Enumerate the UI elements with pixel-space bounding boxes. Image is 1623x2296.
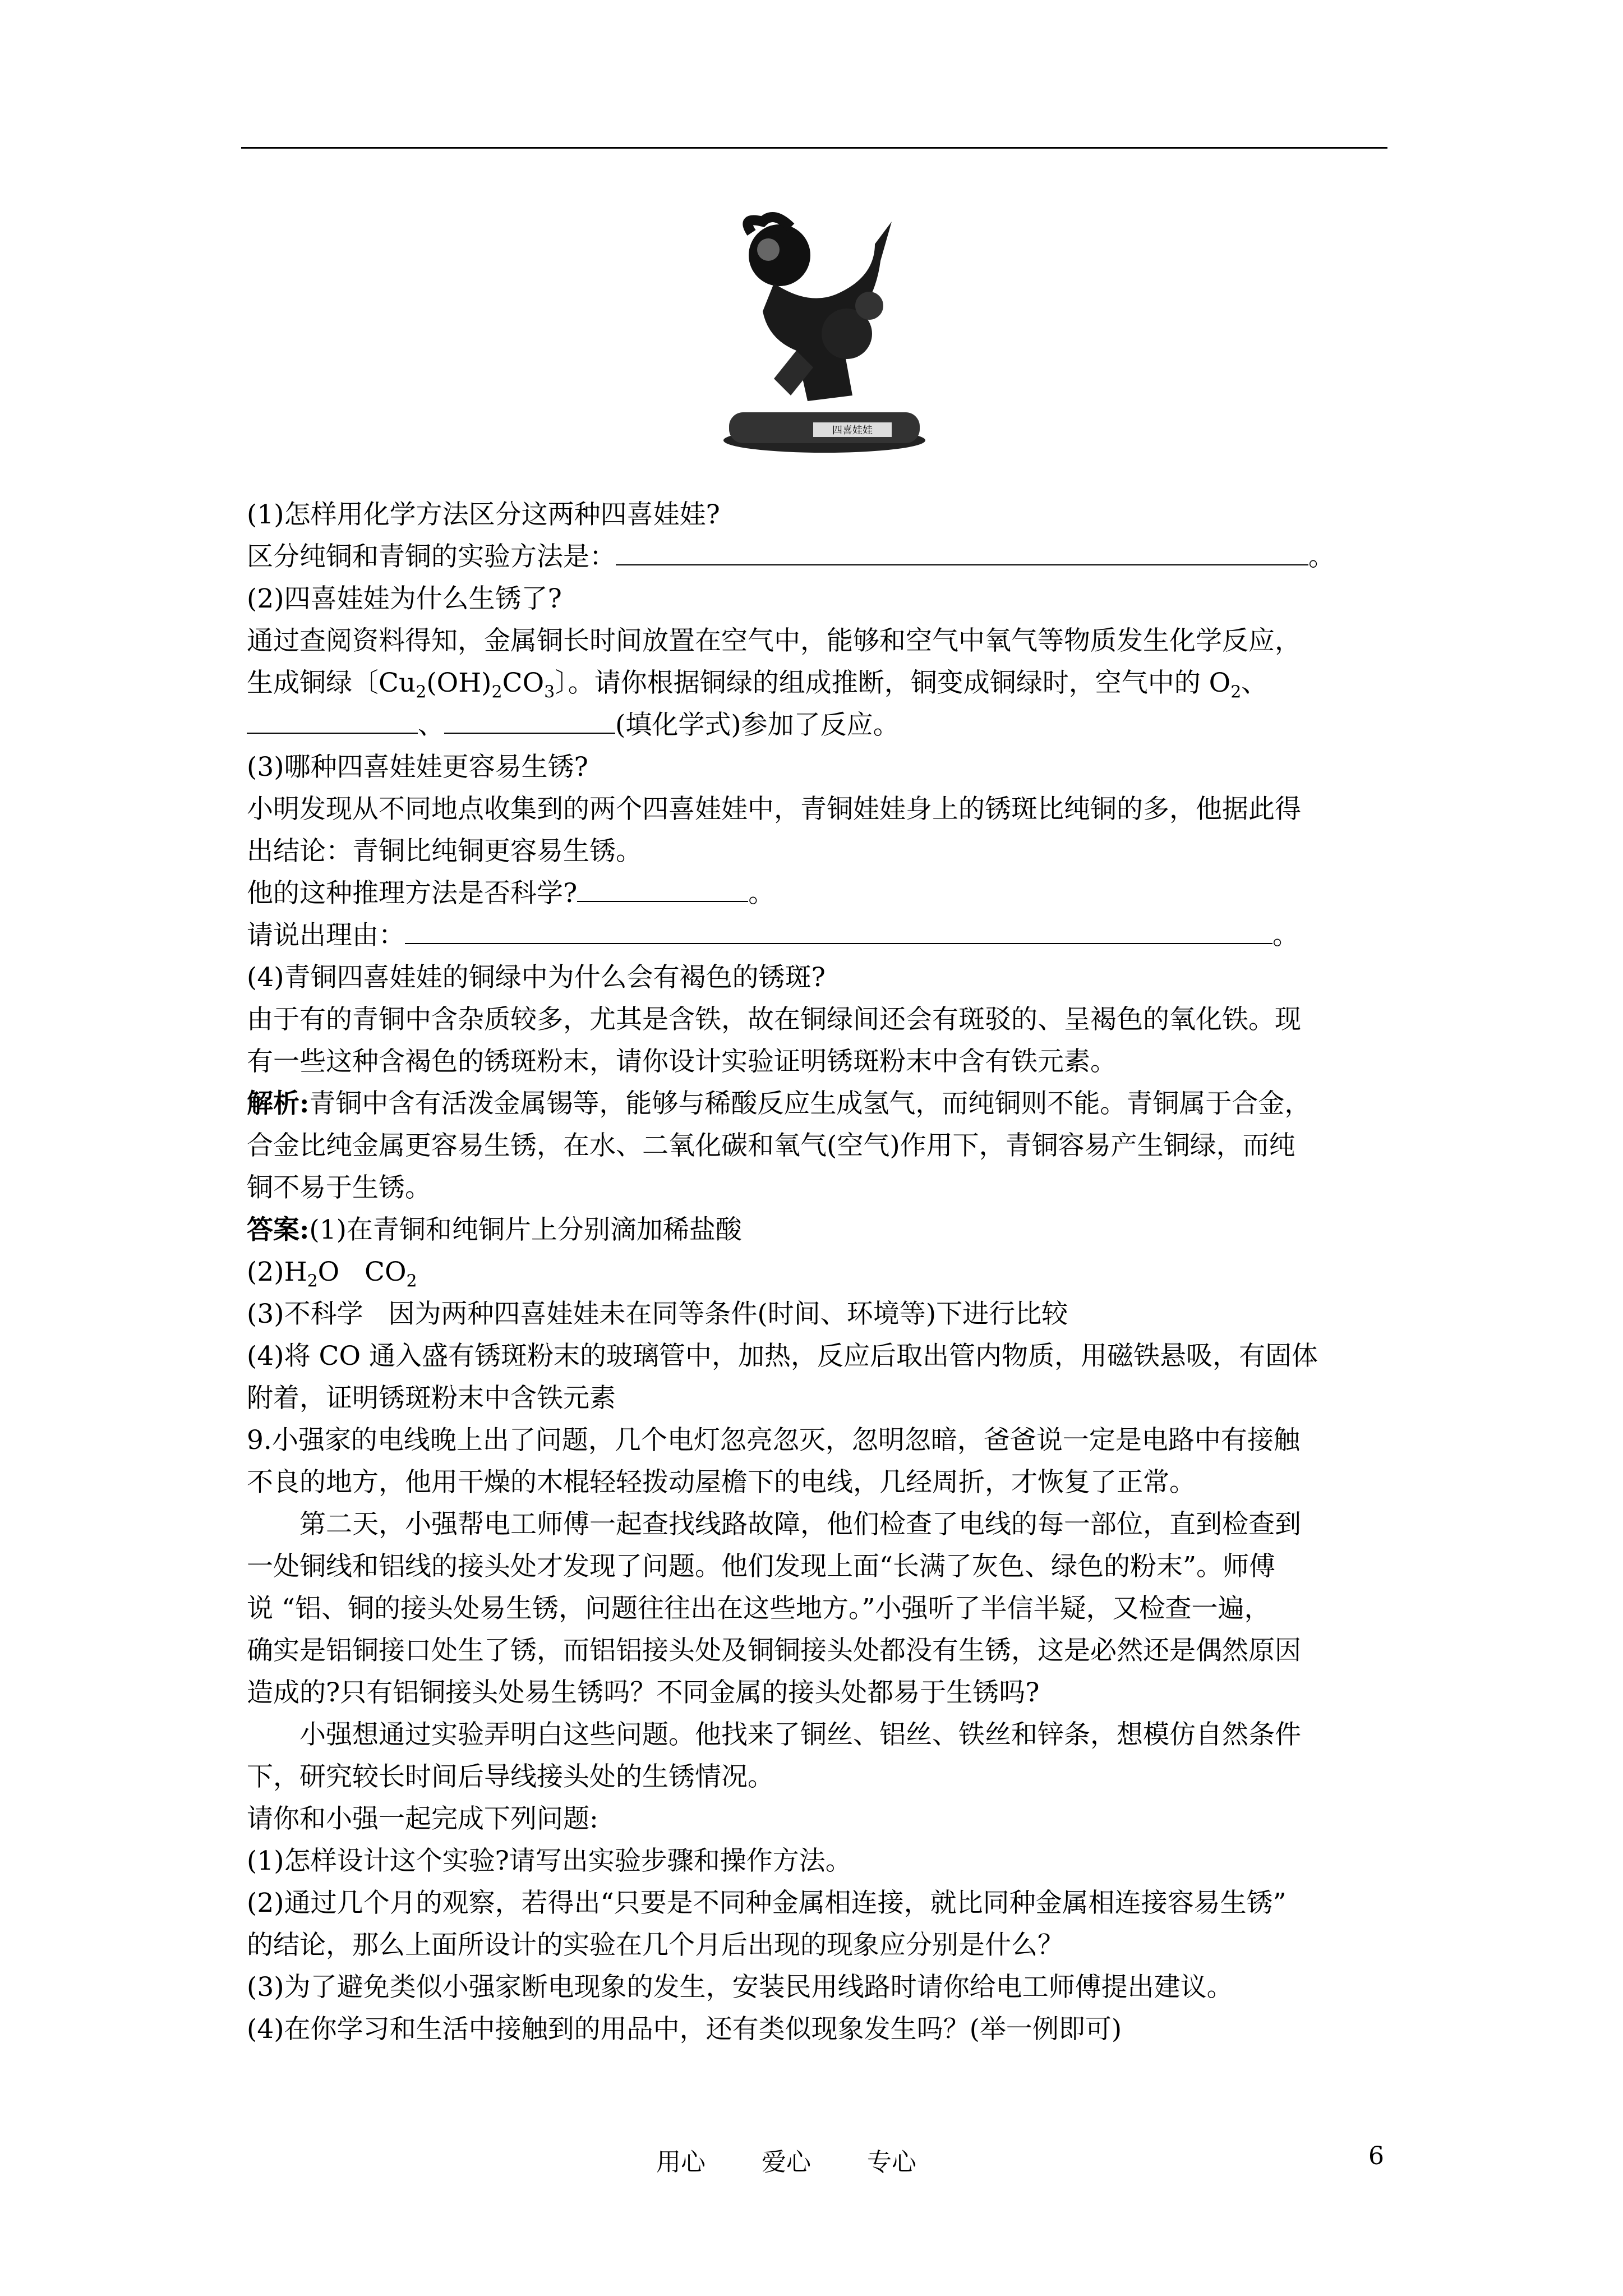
paragraph-line: 不良的地方，他用干燥的木棍轻轻拨动屋檐下的电线，几经周折，才恢复了正常。 — [247, 1467, 1196, 1498]
answer-blank-formula-2[interactable] — [444, 707, 615, 734]
answer-line: (4)将 CO 通入盛有锈斑粉末的玻璃管中，加热，反应后取出管内物质，用磁铁悬吸，有固体 — [247, 1341, 1318, 1372]
motto-word: 专心 — [867, 2148, 916, 2177]
instruction-line: 请你和小强一起完成下列问题: — [247, 1803, 598, 1834]
sub-question-1: (1)怎样设计这个实验?请写出实验步骤和操作方法。 — [247, 1846, 852, 1876]
analysis-text: 青铜中含有活泼金属锡等，能够与稀酸反应生成氢气，而纯铜则不能。青铜属于合金， — [309, 1088, 1311, 1119]
question-1-heading: (1)怎样用化学方法区分这两种四喜娃娃? — [247, 499, 720, 530]
answer-blank-formula-1[interactable] — [247, 707, 418, 734]
paragraph-line: 造成的?只有铝铜接头处易生锈吗？不同金属的接头处都易于生锈吗? — [247, 1677, 1040, 1708]
answer-blank-scientific[interactable] — [577, 875, 748, 902]
paragraph-line: 小强想通过实验弄明白这些问题。他找来了铜丝、铝丝、铁丝和锌条，想模仿自然条件 — [299, 1719, 1301, 1750]
punctuation: 。 — [1272, 920, 1299, 951]
text-fragment: (2)H — [247, 1257, 307, 1287]
analysis-line: 铜不易于生锈。 — [247, 1172, 431, 1203]
bronze-doll-figure — [707, 210, 942, 457]
text-fragment: (OH) — [426, 668, 492, 698]
sub-question-4: (4)在你学习和生活中接触到的用品中，还有类似现象发生吗？(举一例即可) — [247, 2014, 1122, 2045]
footer-motto — [656, 2142, 972, 2178]
punctuation: 。 — [748, 878, 775, 909]
text-fragment: O CO — [317, 1257, 407, 1287]
paragraph-line: 第二天，小强帮电工师傅一起查找线路故障，他们检查了电线的每一部位，直到检查到 — [299, 1509, 1301, 1540]
paragraph-line: 有一些这种含褐色的锈斑粉末，请你设计实验证明锈斑粉末中含有铁元素。 — [247, 1046, 1117, 1077]
paragraph-line: 一处铜线和铝线的接头处才发现了问题。他们发现上面“长满了灰色、绿色的粉末”。师傅 — [247, 1551, 1276, 1582]
prompt-text: 区分纯铜和青铜的实验方法是： — [247, 541, 616, 572]
subscript: 3 — [544, 682, 555, 702]
subscript: 2 — [416, 682, 427, 702]
paragraph-line: 下，研究较长时间后导线接头处的生锈情况。 — [247, 1761, 774, 1792]
answer-line-formula — [247, 1251, 1391, 1293]
separator: 、 — [418, 710, 444, 740]
plaque-text: 四喜娃娃 — [832, 425, 873, 436]
question-1-prompt — [247, 536, 1391, 578]
header-rule — [241, 147, 1387, 149]
paragraph-line: 小明发现从不同地点收集到的两个四喜娃娃中，青铜娃娃身上的锈斑比纯铜的多，他据此得 — [247, 794, 1301, 825]
paragraph-line: 说 “铝、铜的接头处易生锈，问题往往出在这些地方。”小强听了半信半疑，又检查一遍， — [247, 1593, 1271, 1624]
document-body — [247, 494, 1391, 2050]
motto-word: 爱心 — [762, 2148, 811, 2177]
paragraph-line: 确实是铝铜接口处生了锈，而铝铝接头处及铜铜接头处都没有生锈，这是必然还是偶然原因 — [247, 1635, 1301, 1666]
formula-blanks-line — [247, 704, 1391, 746]
sub-question-3: (3)为了避免类似小强家断电现象的发生，安装民用线路时请你给电工师傅提出建议。 — [247, 1972, 1233, 2003]
prompt-text: 请说出理由： — [247, 920, 405, 951]
paragraph-line: 由于有的青铜中含杂质较多，尤其是含铁，故在铜绿间还会有斑驳的、呈褐色的氧化铁。现 — [247, 1004, 1301, 1035]
question-3-reason — [247, 914, 1391, 956]
question-3-heading: (3)哪种四喜娃娃更容易生锈? — [247, 752, 588, 783]
text-fragment: 〕。请你根据铜绿的组成推断，铜变成铜绿时，空气中的 O — [555, 668, 1231, 698]
punctuation: 。 — [1308, 541, 1335, 572]
text-fragment: CO — [502, 668, 545, 698]
subscript: 2 — [307, 1271, 318, 1291]
question-3-prompt — [247, 872, 1391, 914]
text-fragment: (填化学式)参加了反应。 — [615, 710, 900, 740]
answer-blank-method[interactable] — [616, 539, 1308, 565]
subscript: 2 — [406, 1271, 417, 1291]
question-9-line: 9.小强家的电线晚上出了问题，几个电灯忽亮忽灭，忽明忽暗，爸爸说一定是电路中有接触 — [247, 1425, 1300, 1456]
question-2-heading: (2)四喜娃娃为什么生锈了? — [247, 583, 562, 614]
analysis-line — [247, 1083, 1391, 1125]
prompt-text: 他的这种推理方法是否科学? — [247, 878, 578, 909]
subscript: 2 — [1230, 682, 1242, 702]
analysis-label: 解析: — [247, 1088, 310, 1119]
motto-word: 用心 — [656, 2148, 706, 2177]
paragraph-line: 通过查阅资料得知，金属铜长时间放置在空气中，能够和空气中氧气等物质发生化学反应， — [247, 625, 1301, 656]
subscript: 2 — [491, 682, 502, 702]
text-fragment: 、 — [1241, 668, 1268, 698]
sub-question-2-cont: 的结论，那么上面所设计的实验在几个月后出现的现象应分别是什么？ — [247, 1930, 1064, 1961]
sub-question-2: (2)通过几个月的观察，若得出“只要是不同种金属相连接，就比同种金属相连接容易生锈” — [247, 1888, 1287, 1918]
text-fragment: 生成铜绿〔Cu — [247, 668, 416, 698]
analysis-line: 合金比纯金属更容易生锈，在水、二氧化碳和氧气(空气)作用下，青铜容易产生铜绿，而纯 — [247, 1130, 1295, 1161]
answer-text: (1)在青铜和纯铜片上分别滴加稀盐酸 — [309, 1214, 742, 1245]
answer-line: (3)不科学 因为两种四喜娃娃未在同等条件(时间、环境等)下进行比较 — [247, 1299, 1068, 1329]
paragraph-line: 出结论：青铜比纯铜更容易生锈。 — [247, 836, 642, 867]
answer-label: 答案: — [247, 1214, 310, 1245]
page-number: 6 — [1368, 2142, 1384, 2170]
paragraph-line-formula — [247, 662, 1391, 704]
answer-line — [247, 1209, 1391, 1251]
answer-blank-reason[interactable] — [405, 917, 1272, 944]
answer-line: 附着，证明锈斑粉末中含铁元素 — [247, 1383, 616, 1414]
question-4-heading: (4)青铜四喜娃娃的铜绿中为什么会有褐色的锈斑? — [247, 962, 826, 993]
